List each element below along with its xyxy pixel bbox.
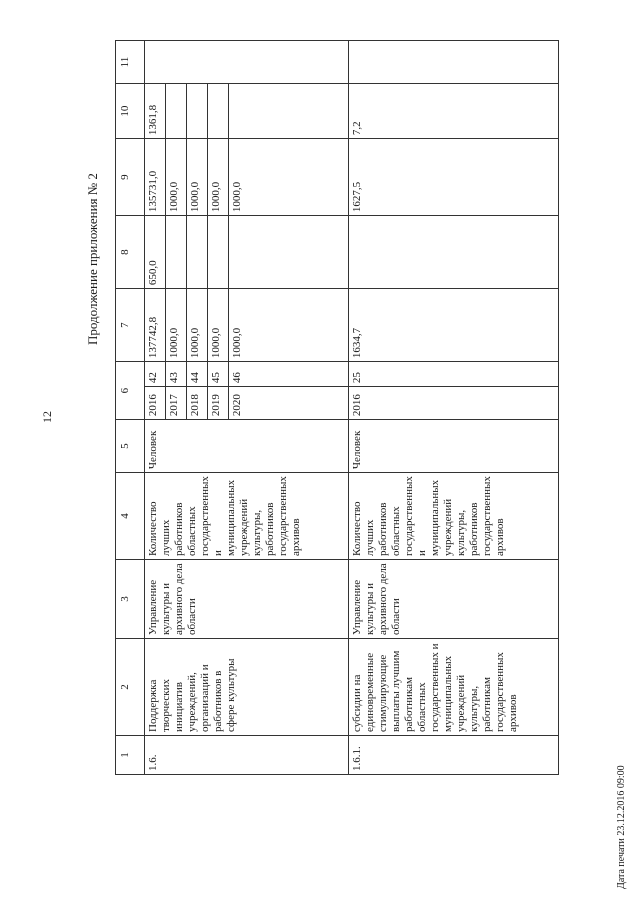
total-cell: 1000,0 bbox=[229, 289, 349, 362]
total-cell: 1634,7 bbox=[349, 289, 559, 362]
regional-cell: 1000,0 bbox=[229, 139, 349, 216]
measure-name: субсидии на единовременные стимулирующие выплаты лучшим работникам областных государственных и муниципальных учреждений культуры, работникам государственных архивов bbox=[349, 639, 559, 736]
regional-cell: 1627,5 bbox=[349, 139, 559, 216]
federal-cell bbox=[229, 216, 349, 289]
executor: Управление культуры и архивного дела области bbox=[145, 560, 349, 639]
executor: Управление культуры и архивного дела области bbox=[349, 560, 559, 639]
col-header-2: 2 bbox=[116, 639, 145, 736]
print-date: Дата печати 23.12.2016 09:00 bbox=[616, 765, 627, 889]
qty-cell: 46 bbox=[229, 362, 349, 387]
year-cell: 2018 bbox=[187, 387, 208, 420]
local-cell bbox=[229, 84, 349, 139]
unit: Человек bbox=[349, 420, 559, 473]
regional-cell: 1000,0 bbox=[208, 139, 229, 216]
total-cell: 1000,0 bbox=[208, 289, 229, 362]
local-cell bbox=[187, 84, 208, 139]
col-header-10: 10 bbox=[116, 84, 145, 139]
indicator: Количество лучших работников областных государственных и муниципальных учреждений культуры, работников государственных архивов bbox=[349, 473, 559, 560]
col-header-8: 8 bbox=[116, 216, 145, 289]
federal-cell bbox=[166, 216, 187, 289]
col-header-9: 9 bbox=[116, 139, 145, 216]
qty-cell: 43 bbox=[166, 362, 187, 387]
year-cell: 2016 bbox=[349, 387, 559, 420]
unit: Человек bbox=[145, 420, 349, 473]
col-header-6: 6 bbox=[116, 362, 145, 420]
budget-table bbox=[115, 40, 559, 775]
col-header-11: 11 bbox=[116, 41, 145, 84]
col11-cell bbox=[145, 41, 349, 84]
total-cell: 1000,0 bbox=[187, 289, 208, 362]
year-cell: 2020 bbox=[229, 387, 349, 420]
qty-cell: 45 bbox=[208, 362, 229, 387]
regional-cell: 1000,0 bbox=[166, 139, 187, 216]
qty-cell: 42 bbox=[145, 362, 166, 387]
col-header-4: 4 bbox=[116, 473, 145, 560]
table-row bbox=[145, 41, 166, 775]
appendix-title: Продолжение приложения № 2 bbox=[85, 173, 100, 345]
federal-cell bbox=[208, 216, 229, 289]
local-cell: 7,2 bbox=[349, 84, 559, 139]
year-cell: 2017 bbox=[166, 387, 187, 420]
regional-cell: 1000,0 bbox=[187, 139, 208, 216]
measure-name: Поддержка творческих инициатив учреждений, организаций и работников в сфере культуры bbox=[145, 639, 349, 736]
row-number: 1.6.1. bbox=[349, 736, 559, 775]
year-cell: 2019 bbox=[208, 387, 229, 420]
local-cell bbox=[166, 84, 187, 139]
year-cell: 2016 bbox=[145, 387, 166, 420]
indicator: Количество лучших работников областных государственных и муниципальных учреждений культуры, работников государственных архивов bbox=[145, 473, 349, 560]
local-cell bbox=[208, 84, 229, 139]
header-row bbox=[116, 41, 145, 775]
row-number: 1.6. bbox=[145, 736, 349, 775]
col-header-5: 5 bbox=[116, 420, 145, 473]
local-cell: 1361,8 bbox=[145, 84, 166, 139]
page-number: 12 bbox=[40, 411, 54, 423]
col-header-1: 1 bbox=[116, 736, 145, 775]
total-cell: 137742,8 bbox=[145, 289, 166, 362]
regional-cell: 135731,0 bbox=[145, 139, 166, 216]
qty-cell: 44 bbox=[187, 362, 208, 387]
total-cell: 1000,0 bbox=[166, 289, 187, 362]
table-row bbox=[349, 41, 559, 775]
federal-cell bbox=[187, 216, 208, 289]
qty-cell: 25 bbox=[349, 362, 559, 387]
federal-cell bbox=[349, 216, 559, 289]
col-header-3: 3 bbox=[116, 560, 145, 639]
col11-cell bbox=[349, 41, 559, 84]
col-header-7: 7 bbox=[116, 289, 145, 362]
federal-cell: 650,0 bbox=[145, 216, 166, 289]
